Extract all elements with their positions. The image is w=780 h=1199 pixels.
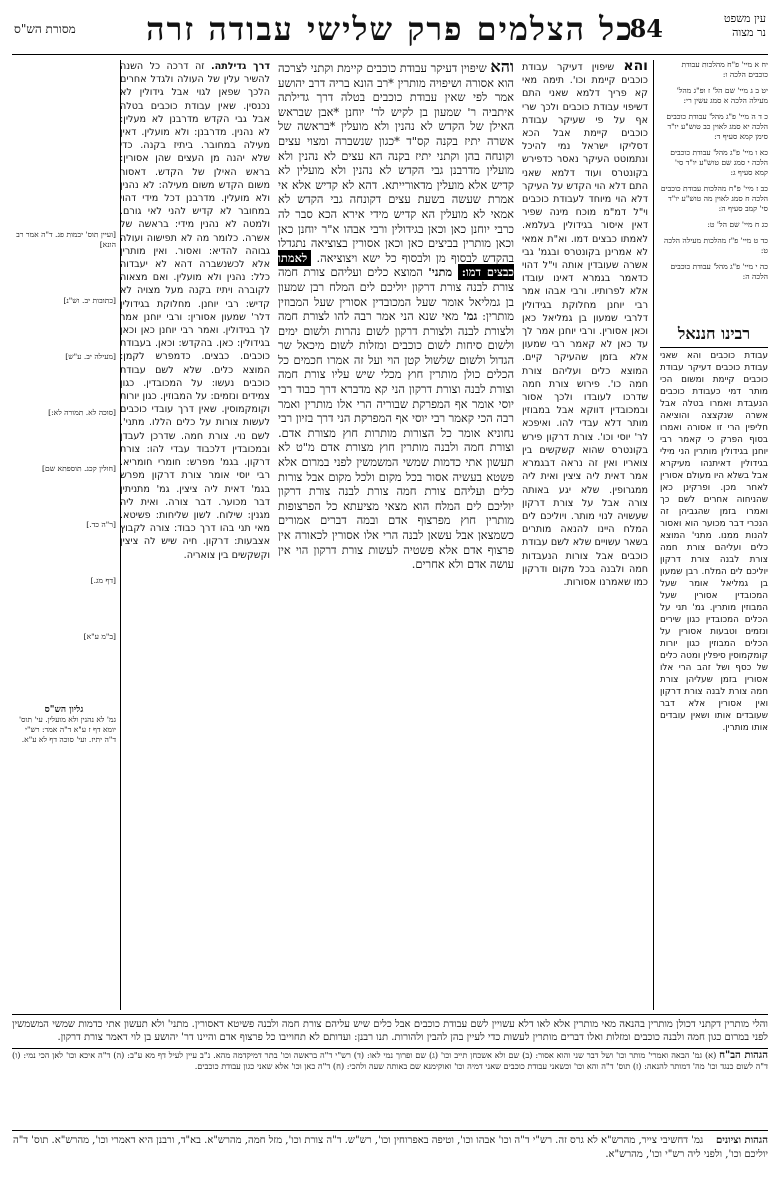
tosafot-body: שיפוין דעיקר עבודת כוכבים קיימת וכו'. תימה מאי קא פריך דלמא שאני התם דשיפוי עבודת כוכבים ולכך שרי אף על פי שעיקר עבודת כוכבים קיימת אבל הכא דסליקו ישראל נמי להיכל ונתמוטט העיקר נאסר כדפירש בקונטרס ועוד דלמא שאני התם דלא הוי הקדש על העיקר דלא הוי מיוחד לעבודת כוכבים וי"ל דמ"מ מוכח מינה שפיר דאין איסור בגידולין בעלמא. לאמתו כבצים דמו. וא"ת אמאי לא אמרינן בקונטרס ובגמ' גבי אשרה שעובדין אותה וי"ל דהוי כדאמר בגמרא דאינו עובדו אלא לפרותיו. ורבי אבהו אמר רבי יוחנן מחלוקת בגידולין דלרבי שמעון בן גמליאל כאן וכאן אסורין. ורבי יוחנן אמר לך עד כאן לא קאמר רבי שמעון אלא בזמן שהעיקר קיים. המוצא כלים ועליהם צורת חמה כו'. פירוש צורת חמה שדרכו לעובדו ולכך אסור ובמכובדין דווקא אבל במבוזין מותר דלא עבדי להו. ואיפכא לר' יוסי וכו'. צורת דרקון פירש בקונטרס שהוא קשקשים בין צואריו ואין זה נראה דבגמרא אמר דאית ליה ציצין ואית ליה ממגרופין. שלא יגע באותה צורה אבל על צורת דרקון שעשויה לנוי מותר. ויוליכם לים המלח היינו להנאה מותרים בשאר עשויים שלא לשם עבודת כוכבים אבל צורות הנעבדות חמה ולבנה בכל מקום ודרקון כמו שאמרנו אסורות. bbox=[522, 62, 648, 588]
gemara-text-b: מאי שנא הני אמר רבה להו לצורת חמה ולצורת לבנה ולצורת דרקון לשום נהרות ולשום ימים ולשום סיחות לשום כוכבים ומזלות לשום מיכאל שר הגדול ולשום שלשול קטן הוי ועל זה אמרו חכמים כל הכלים כולן מותרין חוץ מכלי שיש עליו צורת חמה וצורת לבנה וצורת דרקון הני קא מדברא דרך כבוד רבי יוסי אומר אף המפרקת שבוריה הרי אלו מותרין ואמר רבה הכי קאמר רבי יוסי אף המפרקת הני דרך בזיון רבי נחוניא אומר כל הצורות מותרות חוץ מצורת אדם. וצורת חמה ולבנה מותרין חוץ מצורת אדם מ"ט לא תעשון אתי כדמות שמשי המשמשין לפני במרום אלא פשטא בעשיה אסור בכל מקום ולכל מקום אבל צורות כלים ועליהם צורת חמה צורת לבנה צורת דרקון יוליכם לים המלח הוא מצאי מציעתא כל הפרצופות מותרין חוץ מפרצוף אדם ובמה דברים אמורים כשמצאן אבל עשאן לבנה הרי אלו אסורין לכאורה אין פרצוף אדם אלא פשטיה לעשות צורת דרקון הוי אין עושה אדם ולא אחרים. bbox=[278, 309, 514, 572]
rashi-column bbox=[120, 60, 270, 1010]
haghot-habach-text: (א) גמ' הבאה ואמרי' מותר וכו' ושל דבר שני והוא אסור: (ב) שם ולא אשכחן תייב וכו' (ג) שם ופרוך נמי לאו: (ד) רש"י ד"ה בראשה וכו' בתר דמיקדמה מהא. נ"ב עיין לעיל דף מא ע"ב: (ה) ד"ה איכא וכו' לאן הכי נמי: (ו) ד"ה לשום כנגד וכו' מה' דמותר להנאה: (ז) תוס' ד"ה והא וכו' וכשאני עבודת כוכבים שאני דמיה וכו' ואוקימנא שם באותה שעה ולהכי: (ח) ד"ה כאן וכו' אלא שאני כגון עבודת כוכבים. bbox=[12, 1050, 768, 1071]
rabbeinu-hananel-header bbox=[660, 322, 768, 352]
masoret-hashas-entry: [חולין קכג. תוספתא שם] bbox=[42, 464, 116, 473]
bottom-main-body: והלי מותרין דקתני דכולן מותרין בהנאה מאי מותרין אלא לאו דלא עשויין לשם עבודת כוכבים אבל כלים שיש עליהם צורת חמה ולבנה פשיטא דאסורין. מתני' ולא תעשון אתי כדמות שמשי המשמשין לפני במרום כגון חמה ולבנה כוכבים ומזלות ואלו דברים מותרין לעשות כדי לעיין בהן להבין ולהורות. תנו רבנן: ועדותם לא תחוייבו כל פרצוף אדם והיינו דר' יהושע בן לוי דאמר צורת דרקון. bbox=[12, 1019, 768, 1044]
page-title: כל הצלמים פרק שלישי עבודה זרה bbox=[146, 10, 634, 48]
rabbeinu-hananel-title: רבינו חננאל bbox=[660, 324, 768, 348]
ein-mishpat-entry: יט ב ג מיי' שם הל' ז ופ"ג מהל' מעילה הלכה א סמג עשין רי: bbox=[676, 86, 768, 105]
masoret-hashas-entry: [כתובות יב. וש"נ] bbox=[63, 296, 116, 305]
page-number: 84 bbox=[629, 14, 663, 43]
masoret-hashas-entry: [מעילה יב. ע"ש] bbox=[65, 352, 116, 361]
separator-right bbox=[653, 60, 654, 1010]
masoret-hashas-column bbox=[12, 230, 116, 700]
separator-left bbox=[120, 60, 121, 1010]
rashi-body: זה דרכה כל השנה להשיר עלין של העולה ולגדל אחרים הלכך שפאן לגוי אבל גידולין לא נכנסין. שאין עבודת כוכבים בטלה אבל גבי הקדש מדרבנן לא מעלין: לא נהנין. מדרבנן: ולא מועלין. דאין מעילה במחובר. ביתיז בקנה. כדי שלא יהנה מן העצים שהן אסורין: בראש האילן של הקדש. דאסור משום הקדש משום מעילה: לא נהנין ולא מועלין. מדרבנן דכל מידי דהוי במחובר לא קדיש להני לאי גורם. ולמטה לא נהנין מידי: בראשה של אשרה. כלומר מה לא תפישוה ועולה גבוהה להדיא: ואסור. ואין מותרין אלא לכשנשברה דהא לא יעבדוה כלל: נהנין ולא מועלין. ואם מצאוה לקוברה ויתיז בקנה מעל מצויה לא קדיש: רבי יוחנן. מחלוקת בגידולין דלר' שמעון אסורין: ורבי יוחנן אמר לך בגידולין. ואמר רבי יוחנן כאן וכאן בגידולין: כאן. בהקדש: וכאן. בעבודת כוכבים. כבצים. כדמפרש לקמן: המוצא כלים. שלא לשם עבודת כוכבים נעשו: על המכובדין. כגון צמידים ונזמים: על המבוזין. כגון יורות וקומקמוסין. שאין דרך עובדי כוכבים לעשות צורות על כלים הללו. מתני'. לשם נוי. צורת חמה. שדרכן לעבדן ובמכובדין דלכבוד עבדי להו: צורת דרקון. בגמ' מפרש: חומרי חומריא. רבי יוסי אומר צורת דרקון מפרש בגמ' דאית ליה ציצין. גמ' מתניתין דבר מכוער. דבר צורה. ואית ליה מגנין: שילוח. לשון שליחות: פשיטא. מאי תני בהו דרך כבוד: צורה לקבוץ אצבעות: דרקון. חיה שיש לה ציצין וקשקשים בין צואריה. bbox=[120, 61, 270, 561]
gilyon-hashas-text: גמ' לא נהנין ולא מועלין. עי' תוס' יומא דף ז ע"א ד"ה אמר: רש"י ד"ה יתיז. ועי' סוכה דף לא ע"א. bbox=[19, 715, 116, 744]
mishna-title: מתני' bbox=[428, 265, 453, 280]
ein-mishpat-entry: כ ד ה מיי' פ"ג מהל' עבודת כוכבים הלכה יא סמג לאוין כב טוש"ע יו"ד סימן קמא סעיף ד: bbox=[666, 112, 768, 141]
haghot-habach-title: הגהות הב"ח bbox=[719, 1050, 768, 1061]
bottom-main-text bbox=[12, 1018, 768, 1046]
rabbeinu-hananel-body: עבודת כוכבים והא שאני עבודת כוכבים דעיקר עבודת כוכבים קיימת ומשום הכי מותר דמי כעבודת כוכבים הנעבדת ואמרו בטלה אבל אשרה שנקצצה והוציאה חליפין הרי זו אסורה ואמרו בסוף הפרק כי קאמר רבי יוחנן בגידולין מותרין הני מילי בגידולין דאיתנהו מעיקרא אבל בשלא היו מעולם אסורין לאחר מכן. ופרקינן כאן שהניחוה אחרים לשם כך ואמרו בזמן שהגביהן זה הנכרי דבר מכוער הוא ואסור להנות ממנו. מתני' המוצא כלים ועליהם צורת חמה צורת לבנה צורת דרקון יוליכם לים המלח. רבן שמעון בן גמליאל אומר שעל המכובדין אסורין שעל המבוזין מותרין. גמ' תני על הכלים המכובדין כגון שירים ונזמים וטבעות אסורין על הכלים המבוזין כגון יורות קומקמוסין סיפלין ומטה כלים של כסף ושל זהב הרי אלו אסורין בזמן שעליהן צורת חמה צורת לבנה צורת דרקון ואין אסורין אלא דבר שעובדים אותו ושאין עובדים אותו מותרין. bbox=[660, 351, 768, 733]
haghot-habach-block bbox=[12, 1050, 768, 1102]
masoret-hashas-entry: [סוכה לא. תמורה לא:] bbox=[48, 408, 116, 417]
ner-mitzva-label: נר מצוה bbox=[732, 26, 766, 39]
gemara-title: גמ' bbox=[463, 309, 478, 324]
hagahot-vetziyunim-block bbox=[12, 1134, 768, 1168]
masoret-hashas-entry: [ב"מ ע"א] bbox=[83, 632, 116, 641]
mishna-label-box: לאמתו כבצים דמו: bbox=[278, 250, 514, 280]
gemara-lead-word: והא bbox=[490, 60, 514, 76]
ein-mishpat-entry: כה י מיי' פ"ג מהל' עבודת כוכבים הלכה ה: bbox=[670, 262, 768, 281]
gilyon-hashas-title: גליון הש"ס bbox=[44, 705, 84, 715]
gemara-text-a: שיפוין דעיקר עבודת כוכבים קיימת וקתני לצרכה הוא אסורה ושיפויה מותרין *רב הונא בריה דרב יהושע אמר לפי שאין עבודת כוכבים בטלה דרך גדילתה איתביה ר' שמעון בן לקיש לר' יוחנן *אבן שבראש האילן של הקדש לא נהנין ולא מועלין *בראשה של אשרה יתיז בקנה קס"ד *כגון שנשברה ומצוי עצים וקונחה בהן וקתני יתיז בקנה הא עצים לא נהנין ולא מועלין מדרבנן גבי הקדש לא נהנין ולא מועלין לא קדיש אלא מועלין מדאורייתא. דהא לא קדיש אלא אי אמרת שעשה בשעת עצים דקונחה גבי הקדש לא אמאי לא מועלין הא קדיש מידי אירא הכא סבר לה כרבי יוחנן כאן וכאן בגידולין ורבי אבהו א"ר יוחנן כאן וכאן מותרין בביצים כאן וכאן אסורין בצוציאה נתגדלו בהקדש לבסוף מן ולבסוף כל ישא ויצוציאה. bbox=[278, 61, 514, 265]
tosafot-lead-word: והא bbox=[623, 60, 648, 74]
ein-mishpat-column bbox=[660, 60, 768, 318]
ein-mishpat-entry: כא ו מיי' פ"ג מהל' עבודת כוכבים הלכה י סמג שם טוש"ע יו"ד סי' קמא סעיף ג: bbox=[670, 148, 768, 177]
tosafot-column bbox=[522, 60, 648, 1010]
rashi-lead-words: דרך גדילתה. bbox=[210, 61, 270, 72]
ein-mishpat-entry: כג ח מיי' שם הל' ט: bbox=[707, 220, 768, 229]
header-rule bbox=[12, 54, 768, 55]
ein-mishpat-entry: כד ט מיי' פ"ז מהלכות מעילה הלכה ט: bbox=[663, 236, 768, 255]
rabbeinu-hananel-text bbox=[660, 350, 768, 1010]
page-header bbox=[12, 10, 768, 52]
masoret-hashas-entry: [דף מג.] bbox=[90, 576, 116, 585]
masoret-hashas-header: מסורת הש"ס bbox=[14, 22, 76, 36]
bottom-rule-3 bbox=[12, 1130, 768, 1131]
hagahot-vetziyunim-text: גמ' דחשיבי צייר, מהרש"א לא גרס זה. רש"י ד"ה וכו' אבהו וכו', וטיפה באפרוחין וכו', רש"ש. ד"ה צורת וכו', מזל חמה, מהרש"א. בא"ד, ורבנן היא דאמרי וכו', מהרש"א. תוס' ד"ה יוליכם וכו', ולפני ליה רש"י וכו', מהרש"א. bbox=[12, 1135, 768, 1160]
masoret-hashas-entry: [ר"ה כד.] bbox=[86, 520, 116, 529]
ein-mishpat-label: עין משפט bbox=[723, 12, 766, 25]
gilyon-hashas-block bbox=[12, 705, 116, 825]
bottom-rule-2 bbox=[12, 1048, 768, 1049]
bottom-rule-1 bbox=[12, 1014, 768, 1015]
mishna-text: המוצא כלים ועליהם צורת חמה צורת לבנה צורת דרקון יוליכם לים המלח רבן שמעון בן גמליאל אומר שעל המכובדין אסורין שעל המבוזין מותרין: bbox=[278, 265, 514, 324]
ein-mishpat-entry: יח א מיי' פ"ח מהלכות עבודת כוכבים הלכה ו: bbox=[681, 60, 768, 79]
hagahot-vetziyunim-title: הגהות וציונים bbox=[715, 1135, 768, 1146]
ein-mishpat-entry: כב ז מיי' פ"ח מהלכות עבודת כוכבים הלכה ח סמג לאוין מה טוש"ע יו"ד סי' קמב סעיף ה: bbox=[660, 184, 768, 213]
gemara-column bbox=[278, 60, 514, 1010]
masoret-hashas-entry: [ועיין תוס' יבמות פג. ד"ה אמר רב הונא] bbox=[16, 230, 116, 249]
